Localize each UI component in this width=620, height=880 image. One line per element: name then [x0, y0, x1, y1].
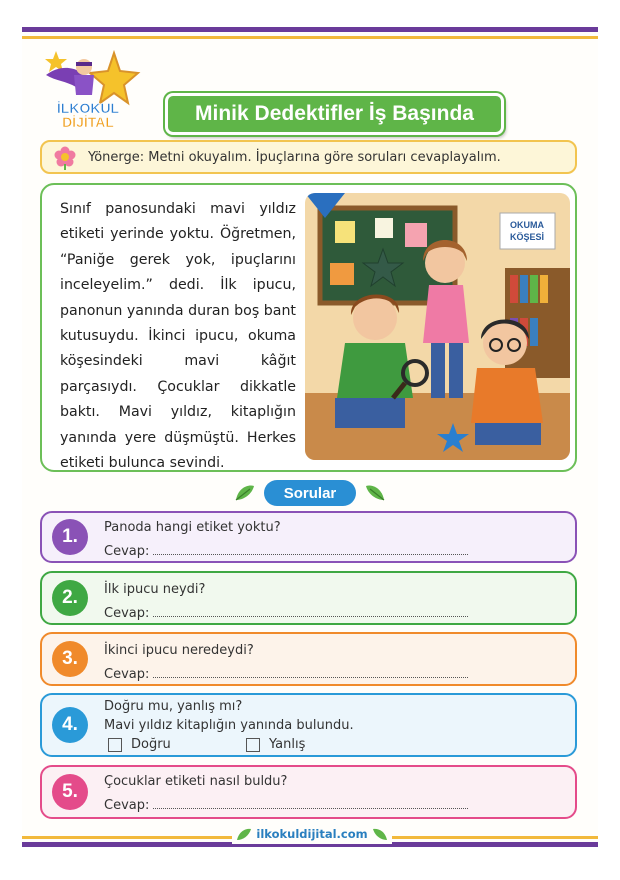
question-text: Panoda hangi etiket yoktu?: [104, 520, 281, 535]
answer-line[interactable]: [104, 798, 468, 813]
question-card-4: [40, 693, 577, 757]
footer-website-link[interactable]: ilkokuldijital.com: [256, 827, 368, 841]
answer-label: Cevap:: [104, 544, 150, 559]
option-dogru-label: Doğru: [131, 737, 171, 752]
checkbox-yanlis[interactable]: [246, 738, 260, 752]
footer: [232, 824, 392, 844]
question-number-badge: 1.: [52, 519, 88, 555]
leaf-icon: [234, 482, 256, 504]
ilkokul-dijital-logo: [36, 45, 141, 130]
logo-text-line1: İLKOKUL: [56, 100, 120, 116]
logo-text-line2: DİJİTAL: [62, 114, 114, 130]
question-number-badge: 4.: [52, 707, 88, 743]
answer-dotted-line[interactable]: [153, 606, 468, 617]
story-text: Sınıf panosundaki mavi yıldız etiketi yerinde yoktu. Öğretmen, “Paniğe gerek yok, ipuçlarını inceleyelim.” dedi. İlk ipucu, panonun yanında duran boş bant kutusuydu. İkinci ipucu, okuma köşesindeki mavi kâğıt parçasıydı. Çocuklar dikkatle baktı. Mavi yıldız, kitaplığın yanında yere düşmüştü. Herkes etiketi bulunca sevindi.: [60, 201, 296, 472]
flower-icon: [52, 144, 78, 170]
option-yanlis[interactable]: [246, 737, 305, 752]
answer-dotted-line[interactable]: [153, 667, 468, 678]
leaf-icon: [372, 826, 388, 842]
answer-label: Cevap:: [104, 667, 150, 682]
answer-line[interactable]: [104, 667, 468, 682]
frame-accent-top: [22, 36, 598, 39]
instruction-text: Yönerge: Metni okuyalım. İpuçlarına göre soruları cevaplayalım.: [88, 149, 501, 165]
answer-dotted-line[interactable]: [153, 544, 468, 555]
illustration-sign-line2: KÖŞESİ: [509, 232, 545, 242]
question-text: Doğru mu, yanlış mı?: [104, 699, 243, 714]
page-title: Minik Dedektifler İş Başında: [165, 93, 504, 135]
question-card-2: [40, 571, 577, 625]
leaf-icon: [236, 826, 252, 842]
question-card-1: [40, 511, 577, 563]
question-text: Çocuklar etiketi nasıl buldu?: [104, 774, 288, 789]
leaf-icon: [364, 482, 386, 504]
question-number-badge: 5.: [52, 774, 88, 810]
answer-line[interactable]: [104, 544, 468, 559]
option-dogru[interactable]: [108, 737, 171, 752]
answer-label: Cevap:: [104, 798, 150, 813]
illustration-sign-line1: OKUMA: [510, 220, 544, 230]
answer-dotted-line[interactable]: [153, 798, 468, 809]
checkbox-dogru[interactable]: [108, 738, 122, 752]
detectives-illustration: [305, 193, 570, 460]
sorular-label: Sorular: [264, 480, 356, 506]
question-number-badge: 2.: [52, 580, 88, 616]
question-text: İlk ipucu neydi?: [104, 582, 206, 597]
option-yanlis-label: Yanlış: [269, 737, 306, 752]
instruction-box: [40, 140, 577, 174]
question-number-badge: 3.: [52, 641, 88, 677]
question-card-5: [40, 765, 577, 819]
question-card-3: [40, 632, 577, 686]
question-text: İkinci ipucu neredeydi?: [104, 643, 254, 658]
answer-label: Cevap:: [104, 606, 150, 621]
question-statement: Mavi yıldız kitaplığın yanında bulundu.: [104, 718, 354, 733]
answer-line[interactable]: [104, 606, 468, 621]
sorular-header: [230, 480, 390, 506]
